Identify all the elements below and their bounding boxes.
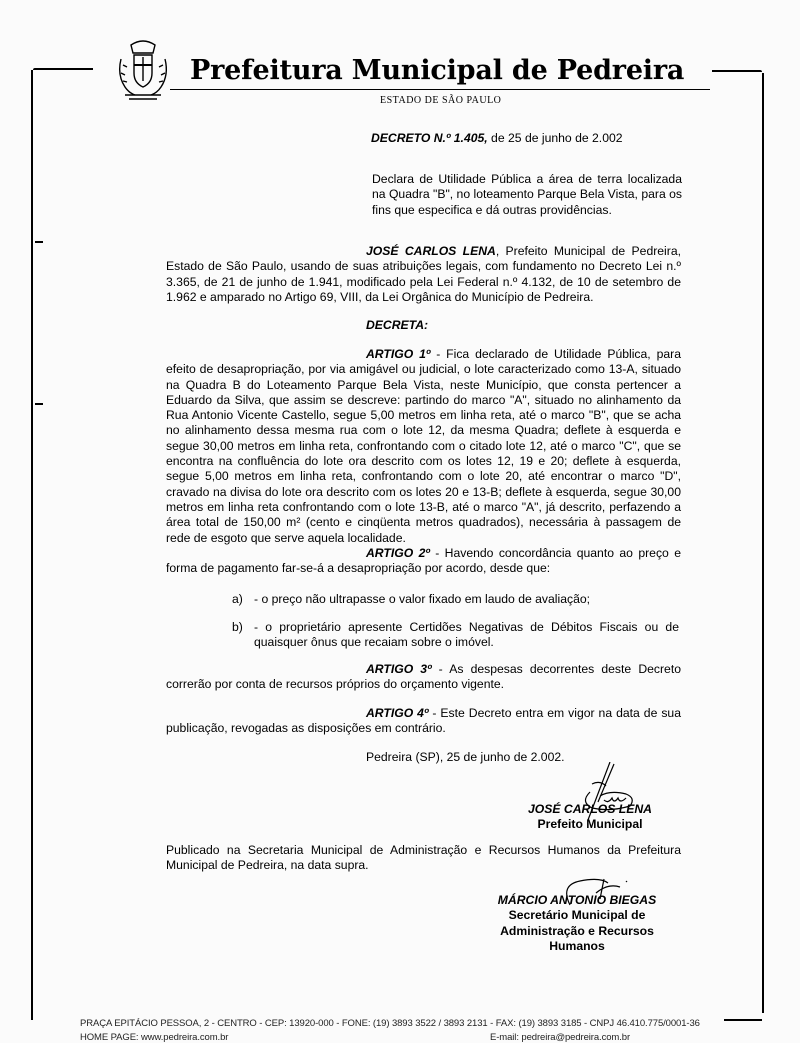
article-label: ARTIGO 2º: [366, 546, 430, 560]
decree-summary: Declara de Utilidade Pública a área de terra localizada na Quadra "B", no loteamento Parque Bela Vista, para os fins que especifica e dá outras providências.: [372, 172, 682, 217]
secretary-signature-block: [472, 893, 682, 954]
article-text: - Havendo concordância quanto ao preço e forma de pagamento far-se-á a desapropriação por acordo, desde que:: [166, 546, 681, 576]
item-label: a): [232, 592, 243, 606]
article-2-item-a: [232, 592, 682, 607]
item-text: - o proprietário apresente Certidões Negativas de Débitos Fiscais ou de quaisquer ônus que recaiam sobre o imóvel.: [254, 620, 679, 650]
decreta-heading: DECRETA:: [366, 318, 429, 332]
preamble: [166, 244, 681, 305]
signer-department: Administração e Recursos Humanos: [500, 923, 654, 953]
article-2: [166, 546, 681, 577]
article-text: - As despesas decorrentes deste Decreto correrão por conta de recursos próprios do orçamento vigente.: [166, 662, 681, 692]
article-2-item-b: [232, 620, 682, 651]
decree-date: de 25 de junho de 2.002: [487, 131, 623, 145]
margin-mark: [35, 403, 43, 405]
article-4: [166, 706, 681, 737]
signer-role: Prefeito Municipal: [537, 817, 643, 832]
footer-email: E-mail: pedreira@pedreira.com.br: [490, 1032, 631, 1043]
signer-name: MÁRCIO ANTONIO BIEGAS: [497, 893, 657, 907]
article-1: [166, 347, 681, 546]
organization-name: Prefeitura Municipal de Pedreira: [190, 55, 685, 86]
page-border-top-left: [33, 68, 93, 70]
margin-mark: [35, 241, 43, 243]
footer-address: PRAÇA EPITÁCIO PESSOA, 2 - CENTRO - CEP: 13920-000 - FONE: (19) 3893 3522 / 3893 2131 - FAX: (19) 3893 3185 - CNPJ 46.410.775/0001-36: [80, 1018, 700, 1029]
signer-name: JOSÉ CARLOS LENA: [528, 802, 652, 816]
article-text: - Este Decreto entra em vigor na data de sua publicação, revogadas as disposições em contrário.: [166, 706, 681, 736]
footer-homepage: HOME PAGE: www.pedreira.com.br: [80, 1032, 229, 1043]
page-border-bottom-right: [724, 1019, 762, 1021]
coat-of-arms-icon: [115, 35, 171, 103]
header-rule: [170, 89, 710, 90]
article-3: [166, 662, 681, 693]
organization-state: ESTADO DE SÃO PAULO: [380, 95, 502, 106]
article-label: ARTIGO 3º: [366, 662, 432, 676]
article-label: ARTIGO 1º: [366, 347, 431, 361]
decree-number: DECRETO N.º 1.405,: [371, 131, 488, 145]
decree-title: [371, 131, 623, 146]
preamble-text: , Prefeito Municipal de Pedreira, Estado de São Paulo, usando de suas atribuições legais, com fundamento no Decreto Lei n.º 3.365, de 21 de junho de 1.941, modificado pela Lei Federal n.º 4.132, de 10 de setembro de 1.962 e amparado no Artigo 69, VIII, da Lei Orgânica do Município de Pedreira.: [166, 244, 681, 304]
publication-note: Publicado na Secretaria Municipal de Administração e Recursos Humanos da Prefeitura Municipal de Pedreira, na data supra.: [166, 843, 681, 873]
page-border-left: [31, 70, 33, 1020]
article-text: - Fica declarado de Utilidade Pública, para efeito de desapropriação, por via amigável ou judicial, o lote caracterizado como 13-A, situado na Quadra B do Loteamento Parque Bela Vista, neste Município, que consta pertencer a Eduardo da Silva, que assim se descreve: partindo do marco "A", situado no alinhamento da Rua Antonio Vicente Castello, segue 5,00 metros em linha reta, até o marco "B", que se acha no alinhamento dessa mesma rua com o lote 12, da mesma Quadra; deflete à esquerda e segue 30,00 metros em linha reta, confrontando com o citado lote 12, até o marco "C", que se encontra na confluência do lote ora descrito com os lotes 12, 19 e 20; deflete à esquerda, segue 5,00 metros em linha reta, confrontando com o lote 20, até encontrar o marco "D", cravado na divisa do lote ora descrito com os lotes 20 e 13-B; deflete à esquerda, segue 30,00 metros em linha reta confrontando com o lote 13-B, até o marco "A", já descrito, perfazendo a área total de 150,00 m² (cento e cinqüenta metros quadrados), necessária à passagem de rede de esgoto que serve aquela localidade.: [166, 347, 681, 545]
article-label: ARTIGO 4º: [366, 706, 429, 720]
preamble-name: JOSÉ CARLOS LENA: [366, 244, 496, 258]
page-border-top-right: [712, 70, 762, 72]
signer-role: Secretário Municipal de: [508, 908, 646, 923]
page-border-right: [762, 73, 764, 1013]
item-label: b): [232, 620, 243, 634]
mayor-signature-block: [525, 802, 655, 833]
item-text: - o preço não ultrapasse o valor fixado em laudo de avaliação;: [254, 592, 591, 606]
place-and-date: Pedreira (SP), 25 de junho de 2.002.: [366, 750, 565, 764]
